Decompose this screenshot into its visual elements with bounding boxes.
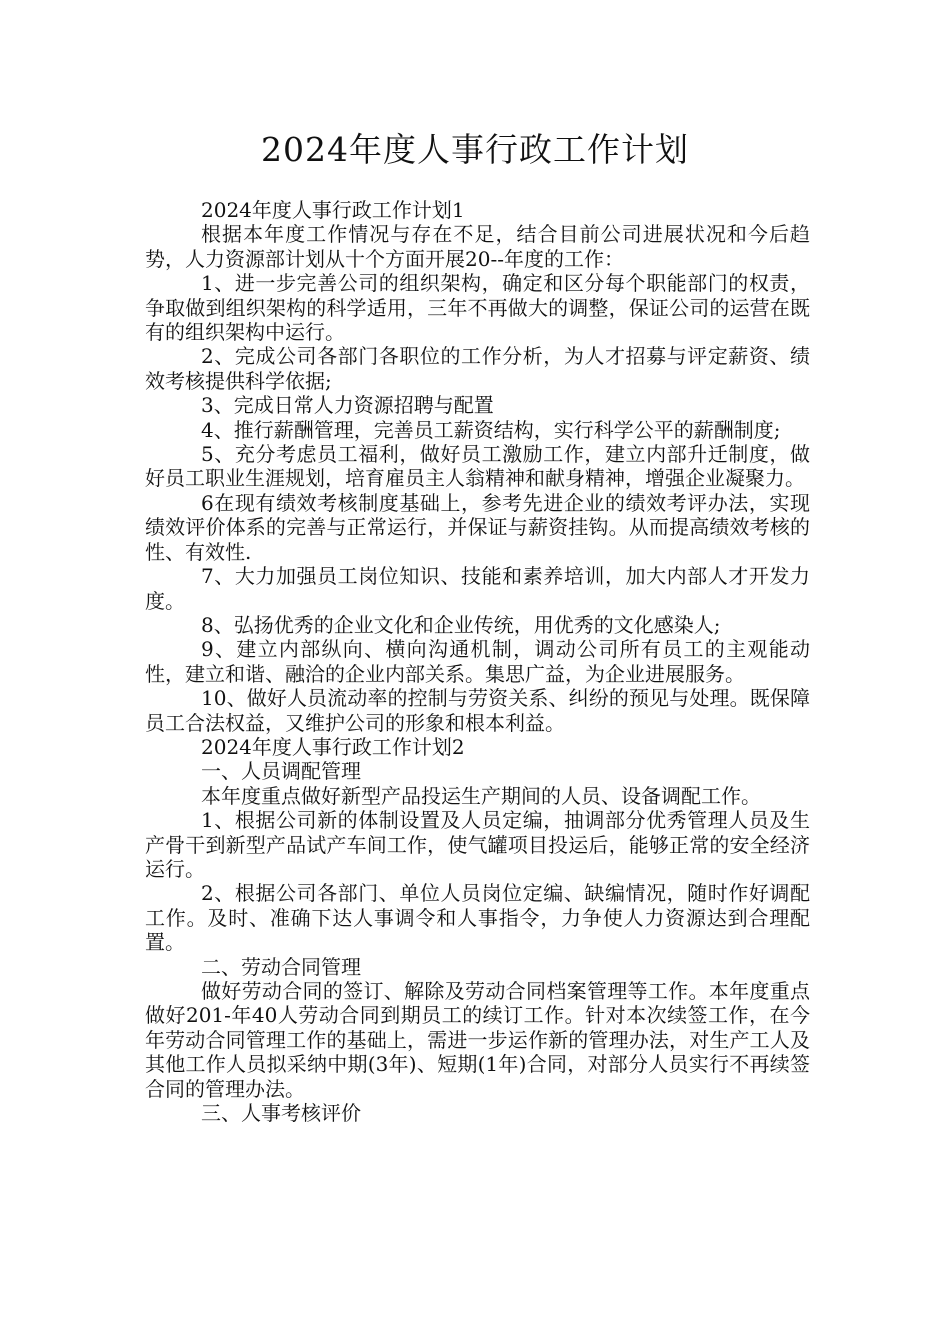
- list-item: 9、建立内部纵向、横向沟通机制，调动公司所有员工的主观能动性，建立和谐、融洽的企业内部关系。集思广益，为企业进展服务。: [145, 637, 810, 686]
- list-item: 8、弘扬优秀的企业文化和企业传统，用优秀的文化感染人;: [201, 612, 721, 637]
- subsection-heading: 三、人事考核评价: [201, 1101, 361, 1126]
- list-item: 1、进一步完善公司的组织架构，确定和区分每个职能部门的权责，争取做到组织架构的科学适用，三年不再做大的调整，保证公司的运营在既有的组织架构中运行。: [145, 271, 810, 345]
- section-heading: 2024年度人事行政工作计划2: [201, 734, 465, 759]
- subsection-heading: 一、人员调配管理: [201, 759, 361, 784]
- list-item: 3、完成日常人力资源招聘与配置: [201, 393, 494, 418]
- body-paragraph: 根据本年度工作情况与存在不足，结合目前公司进展状况和今后趋势，人力资源部计划从十个方面开展20--年度的工作：: [145, 222, 810, 271]
- list-item: 5、充分考虑员工福利，做好员工激励工作，建立内部升迁制度，做好员工职业生涯规划，培育雇员主人翁精神和献身精神，增强企业凝聚力。: [145, 442, 810, 491]
- list-item: 2、完成公司各部门各职位的工作分析，为人才招募与评定薪资、绩效考核提供科学依据;: [145, 344, 810, 393]
- list-item: 2、根据公司各部门、单位人员岗位定编、缺编情况，随时作好调配工作。及时、准确下达人事调令和人事指令，力争使人力资源达到合理配置。: [145, 881, 810, 955]
- body-paragraph: 做好劳动合同的签订、解除及劳动合同档案管理等工作。本年度重点做好201-年40人劳动合同到期员工的续订工作。针对本次续签工作，在今年劳动合同管理工作的基础上，需进一步运作新的管理办法，对生产工人及其他工作人员拟采纳中期(3年)、短期(1年)合同，对部分人员实行不再续签合同的管理办法。: [145, 979, 810, 1101]
- document-body: [145, 198, 810, 1125]
- document-title: 2024年度人事行政工作计划: [261, 130, 689, 169]
- body-paragraph: 本年度重点做好新型产品投运生产期间的人员、设备调配工作。: [201, 783, 761, 808]
- list-item: 4、推行薪酬管理，完善员工薪资结构，实行科学公平的薪酬制度;: [201, 417, 781, 442]
- list-item: 6在现有绩效考核制度基础上，参考先进企业的绩效考评办法，实现绩效评价体系的完善与正常运行，并保证与薪资挂钩。从而提高绩效考核的性、有效性.: [145, 490, 810, 564]
- list-item: 10、做好人员流动率的控制与劳资关系、纠纷的预见与处理。既保障员工合法权益，又维护公司的形象和根本利益。: [145, 686, 810, 735]
- subsection-heading: 二、劳动合同管理: [201, 954, 361, 979]
- list-item: 1、根据公司新的体制设置及人员定编，抽调部分优秀管理人员及生产骨干到新型产品试产车间工作，使气罐项目投运后，能够正常的安全经济运行。: [145, 808, 810, 881]
- list-item: 7、大力加强员工岗位知识、技能和素养培训，加大内部人才开发力度。: [145, 564, 810, 613]
- section-heading: 2024年度人事行政工作计划1: [201, 198, 465, 222]
